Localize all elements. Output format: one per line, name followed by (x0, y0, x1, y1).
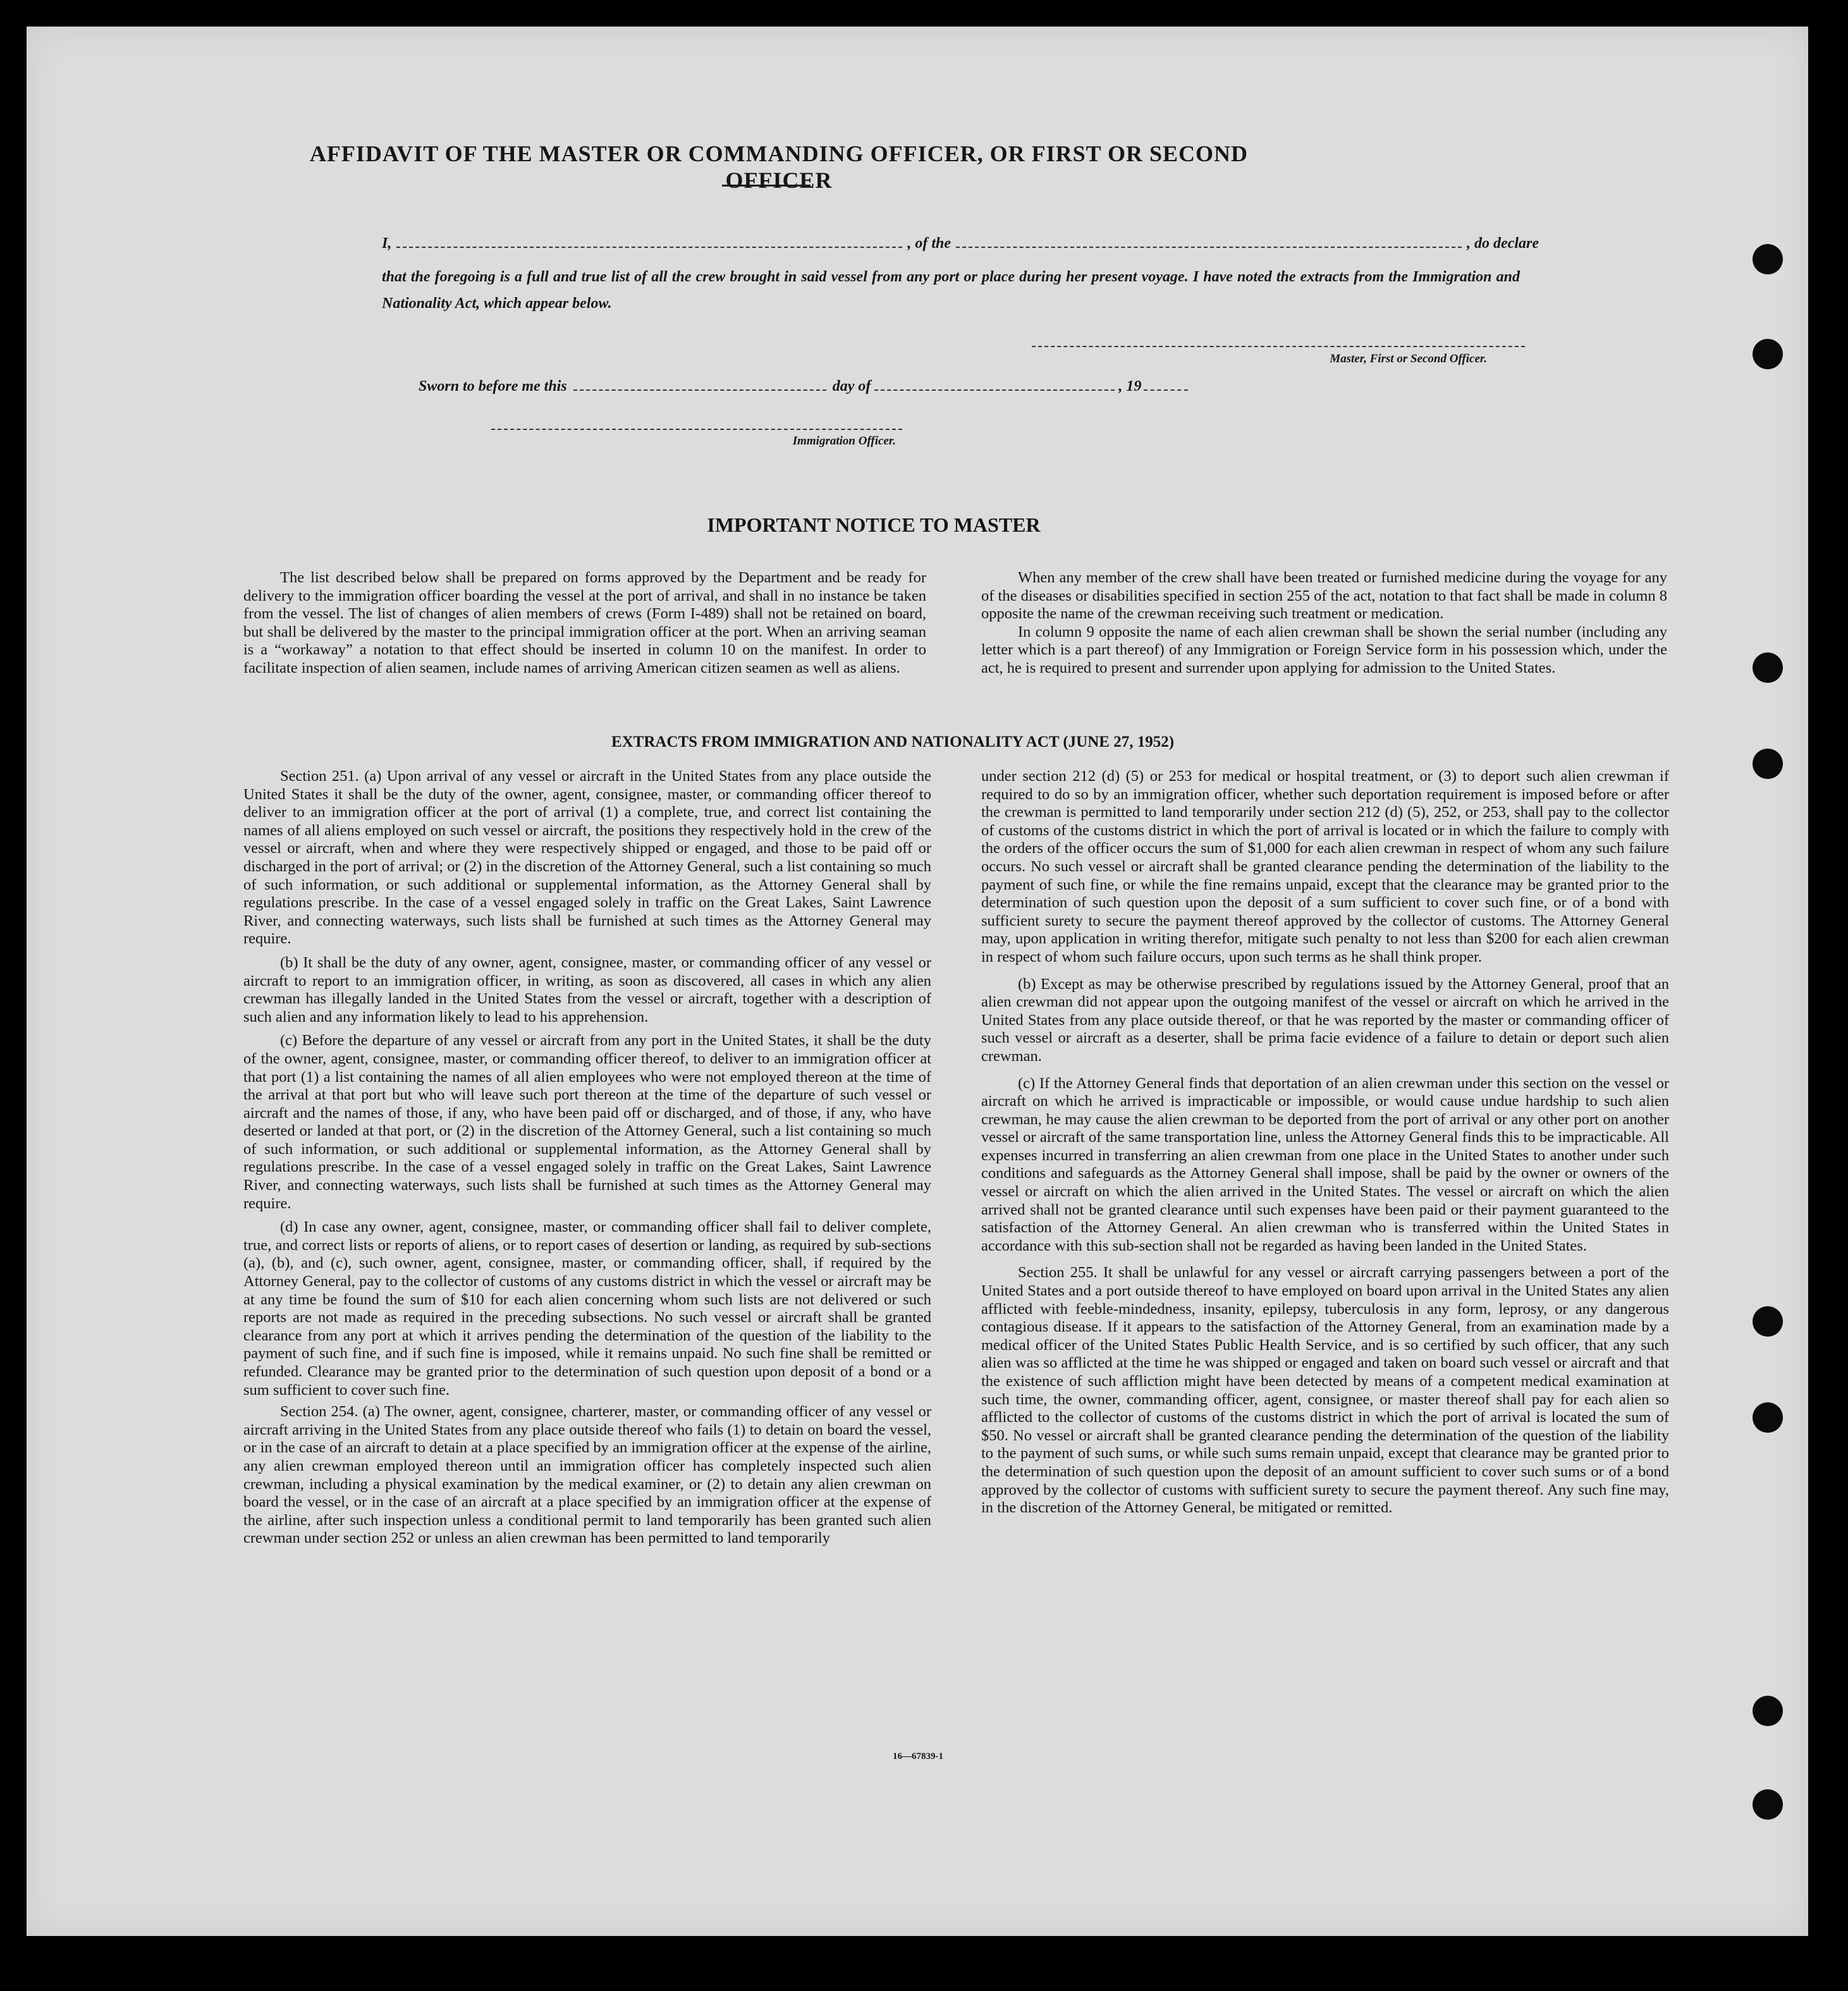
punch-hole (1753, 1306, 1783, 1337)
punch-hole (1753, 244, 1783, 274)
section-254-c: (c) If the Attorney General finds that deportation of an alien crewman under this section on the vessel or aircraft on which he arrived is impracticable or impossible, or would cause undue hardship to such alien crewman, he may cause the alien crewman to be deported from the port of arrival or any other port on another vessel or aircraft of the same transportation line, unless the Attorney General finds this to be impracticable. All expenses incurred in transferring an alien crewman from one place in the United States to another under such conditions and safeguards as the Attorney General shall impose, shall be paid by the owner or owners of the vessel or aircraft on which the alien arrived in the United States. The vessel or aircraft on which the alien arrived shall not be granted clearance until such expenses have been paid or their payment guaranteed to the satisfaction of the Attorney General. An alien crewman who is transferred within the United States in accordance with this sub-section shall not be regarded as having been landed in the United States. (981, 1074, 1669, 1254)
i-label: I, (382, 235, 392, 252)
notice-paragraph: The list described below shall be prepared on forms approved by the Department and be ready for delivery to the immigration officer boarding the vessel at the port of arrival, and shall in no instance be taken from the vessel. The list of changes of alien members of crews (Form I-489) shall not be retained on board, but shall be delivered by the master to the principal immigration officer at the port. When an arriving seaman is a “workaway” a notation to that effect should be inserted in column 10 on the manifest. In order to facilitate inspection of alien seamen, include names of arriving American citizen seamen as well as aliens. (243, 569, 926, 677)
immigration-officer-label: Immigration Officer. (792, 434, 896, 448)
section-251-b: (b) It shall be the duty of any owner, agent, consignee, master, or commanding officer of any vessel or aircraft to report to an immigration officer, in writing, as soon as discovered, all cases in which any alien crewman has illegally landed in the United States from the vessel or aircraft, together with a description of such alien and any information likely to lead to his apprehension. (243, 953, 931, 1026)
form-number: 16—67839-1 (893, 1751, 943, 1761)
section-251-c: (c) Before the departure of any vessel or aircraft from any port in the United States, it shall be the duty of the owner, agent, consignee, master, or commanding officer thereof, to deliver to an immigration officer at that port (1) a list containing the names of all alien employees who were not employed thereon at the time of the arrival at that port but who will leave such port thereon at the time of the departure of such vessel or aircraft and the names of those, if any, who have been paid off or discharged, and of those, if any, who have deserted or landed at that port, or (2) in the discretion of the Attorney General, such a list containing so much of such information, or such additional or supplemental information, as the Attorney General shall by regulations prescribe. In the case of a vessel engaged solely in traffic on the Great Lakes, Saint Lawrence River, and connecting waterways, such lists shall be furnished at such times as the Attorney General may require. (243, 1032, 931, 1212)
section-255: Section 255. It shall be unlawful for any vessel or aircraft carrying passengers between a port of the United States and a port outside thereof to have employed on board upon arrival in the United States any alien afflicted with feeble-mindedness, insanity, epilepsy, tuberculosis in any form, leprosy, or any dangerous contagious disease. If it appears to the satisfaction of the Attorney General, from an examination made by a medical officer of the United States Public Health Service, and is so certified by such officer, that any such alien was so afflicted at the time he was shipped or engaged and taken on board such vessel or aircraft and that the existence of such affliction might have been detected by means of a competent medical examination at such time, the owner, commanding officer, agent, consignee, or master thereof shall pay for each alien so afflicted to the collector of customs of the customs district in which the port of arrival is located the sum of $50. No vessel or aircraft shall be granted clearance pending the determination of the question of the liability to the payment of such sums, or while such sums remain unpaid, except that clearance may be granted prior to the determination of such question upon the deposit of an amount sufficient to cover such sums or of a bond approved by the collector of customs with sufficient surety to secure the payment thereof. Any such fine may, in the discretion of the Attorney General, be mitigated or remitted. (981, 1264, 1669, 1517)
declaration-line (382, 235, 1539, 252)
master-signature-field[interactable] (1032, 346, 1525, 347)
notice-left-column (243, 569, 926, 678)
affidavit-title: AFFIDAVIT OF THE MASTER OR COMMANDING OFFICER, OR FIRST OR SECOND OFFICER (309, 141, 1249, 193)
notice-paragraph: In column 9 opposite the name of each alien crewman shall be shown the serial number (including any letter which is a part thereof) of any Immigration or Foreign Service form in his possession which, under the act, he is required to present and surrender upon applying for admission to the United States. (981, 623, 1667, 677)
sworn-label: Sworn to before me this (419, 378, 567, 395)
notice-paragraph: When any member of the crew shall have been treated or furnished medicine during the voyage for any of the diseases or disabilities specified in section 255 of the act, notation to that fact shall be made in column 8 opposite the name of the crewman receiving such treatment or medication. (981, 569, 1667, 623)
year-label: , 19 (1118, 378, 1142, 395)
sworn-year-field[interactable] (1144, 379, 1188, 391)
section-251-d: (d) In case any owner, agent, consignee, master, or commanding officer shall fail to deliver complete, true, and correct lists or reports of aliens, or to report cases of desertion or landing, as required by sub-sections (a), (b), and (c), such owner, agent, consignee, master, or commanding officer, shall, if required by the Attorney General, pay to the collector of customs of any customs district in which the vessel or aircraft may be at any time be found the sum of $10 for each alien concerning whom such lists are not delivered or such reports are not made as required in the preceding subsections. No such vessel or aircraft shall be granted clearance from any port at which it arrives pending the determination of the question of the liability to the payment of such fine, and if such fine is imposed, while it remains unpaid. No such fine shall be remitted or refunded. Clearance may be granted prior to the determination of such question upon deposit of a bond or a sum sufficient to cover such fine. (243, 1218, 931, 1399)
punch-hole (1753, 1402, 1783, 1433)
punch-hole (1753, 1789, 1783, 1820)
section-251-a: Section 251. (a) Upon arrival of any vessel or aircraft in the United States from any place outside the United States it shall be the duty of the owner, agent, consignee, master, or commanding officer thereof to deliver to an immigration officer at the port of arrival (1) a complete, true, and correct list containing the names of all aliens employed on such vessel or aircraft, the positions they respectively hold in the crew of the vessel or aircraft, when and where they were respectively shipped or engaged, and those to be paid off or discharged in the port of arrival; or (2) in the discretion of the Attorney General, such a list containing so much of such information, or such additional or supplemental information, as the Attorney General shall by regulations prescribe. In the case of a vessel engaged solely in traffic on the Great Lakes, Saint Lawrence River, and connecting waterways, such lists shall be furnished at such times as the Attorney General may require. (243, 768, 931, 948)
notice-title: IMPORTANT NOTICE TO MASTER (707, 513, 1041, 536)
punch-hole (1753, 749, 1783, 779)
section-254-b: (b) Except as may be otherwise prescribed by regulations issued by the Attorney General, proof that an alien crewman did not appear upon the outgoing manifest of the vessel or aircraft on which he arrived in the United States from any place outside thereof, or that he was reported by the master or commanding officer of such vessel or aircraft as a deserter, shall be prima facie evidence of a failure to detain or deport such alien crewman. (981, 975, 1669, 1065)
title-divider (722, 185, 811, 187)
extracts-left-column (243, 768, 931, 1548)
section-254-a: Section 254. (a) The owner, agent, consignee, charterer, master, or commanding officer of any vessel or aircraft arriving in the United States from any place outside thereof who fails (1) to detain on board the vessel, or in the case of an aircraft to detain at a place specified by an immigration officer at the expense of the airline, any alien crewman employed thereon until an immigration officer has completely inspected such alien crewman, including a physical examination by the medical examiner, or (2) to detain any alien crewman on board the vessel, or in the case of an aircraft at a place specified by an immigration officer at the expense of the airline, after such inspection unless a conditional permit to land temporarily has been granted such alien crewman under section 252 or unless an alien crewman has been permitted to land temporarily (243, 1403, 931, 1547)
extracts-right-column (981, 768, 1669, 1517)
name-field[interactable] (396, 236, 902, 248)
section-254-a-continued: under section 212 (d) (5) or 253 for medical or hospital treatment, or (3) to deport such alien crewman if required to do so by an immigration officer, whether such deportation requirement is imposed before or after the crewman is permitted to land temporarily under section 212 (d) (5), 252, or 253, shall pay to the collector of customs of the customs district in which the port of arrival is located or in which the failure to comply with the orders of the officer occurs the sum of $1,000 for each alien crewman in respect of whom any such failure occurs. No such vessel or aircraft shall be granted clearance pending the determination of the liability to the payment of such fine, or while the fine remains unpaid, except that the clearance may be granted prior to the determination of such question upon the deposit of a sum sufficient to cover such fine, or of a bond with sufficient surety to secure the payment thereof approved by the collector of customs. The Attorney General may, upon application in writing therefor, mitigate such penalty to not less than $200 for each alien crewman in respect of whom such failure occurs, upon such terms as he shall think proper. (981, 768, 1669, 965)
punch-hole (1753, 1696, 1783, 1726)
declaration-text: that the foregoing is a full and true list of all the crew brought in said vessel from any port or place during her present voyage. I have noted the extracts from the Immigration and Nationality Act, which appear below. (382, 269, 1520, 312)
document-page (27, 27, 1808, 1936)
master-signature-label: Master, First or Second Officer. (1330, 352, 1487, 365)
extracts-title: EXTRACTS FROM IMMIGRATION AND NATIONALITY ACT (JUNE 27, 1952) (611, 733, 1175, 750)
punch-hole (1753, 339, 1783, 369)
sworn-line (419, 378, 1228, 395)
day-of-label: day of (832, 378, 871, 395)
do-declare-label: , do declare (1467, 235, 1539, 252)
sworn-month-field[interactable] (874, 379, 1115, 391)
notice-right-column (981, 569, 1667, 678)
vessel-field[interactable] (956, 236, 1462, 248)
punch-hole (1753, 652, 1783, 683)
immigration-officer-signature-field[interactable] (491, 429, 902, 430)
sworn-day-field[interactable] (573, 379, 826, 391)
of-the-label: , of the (907, 235, 952, 252)
